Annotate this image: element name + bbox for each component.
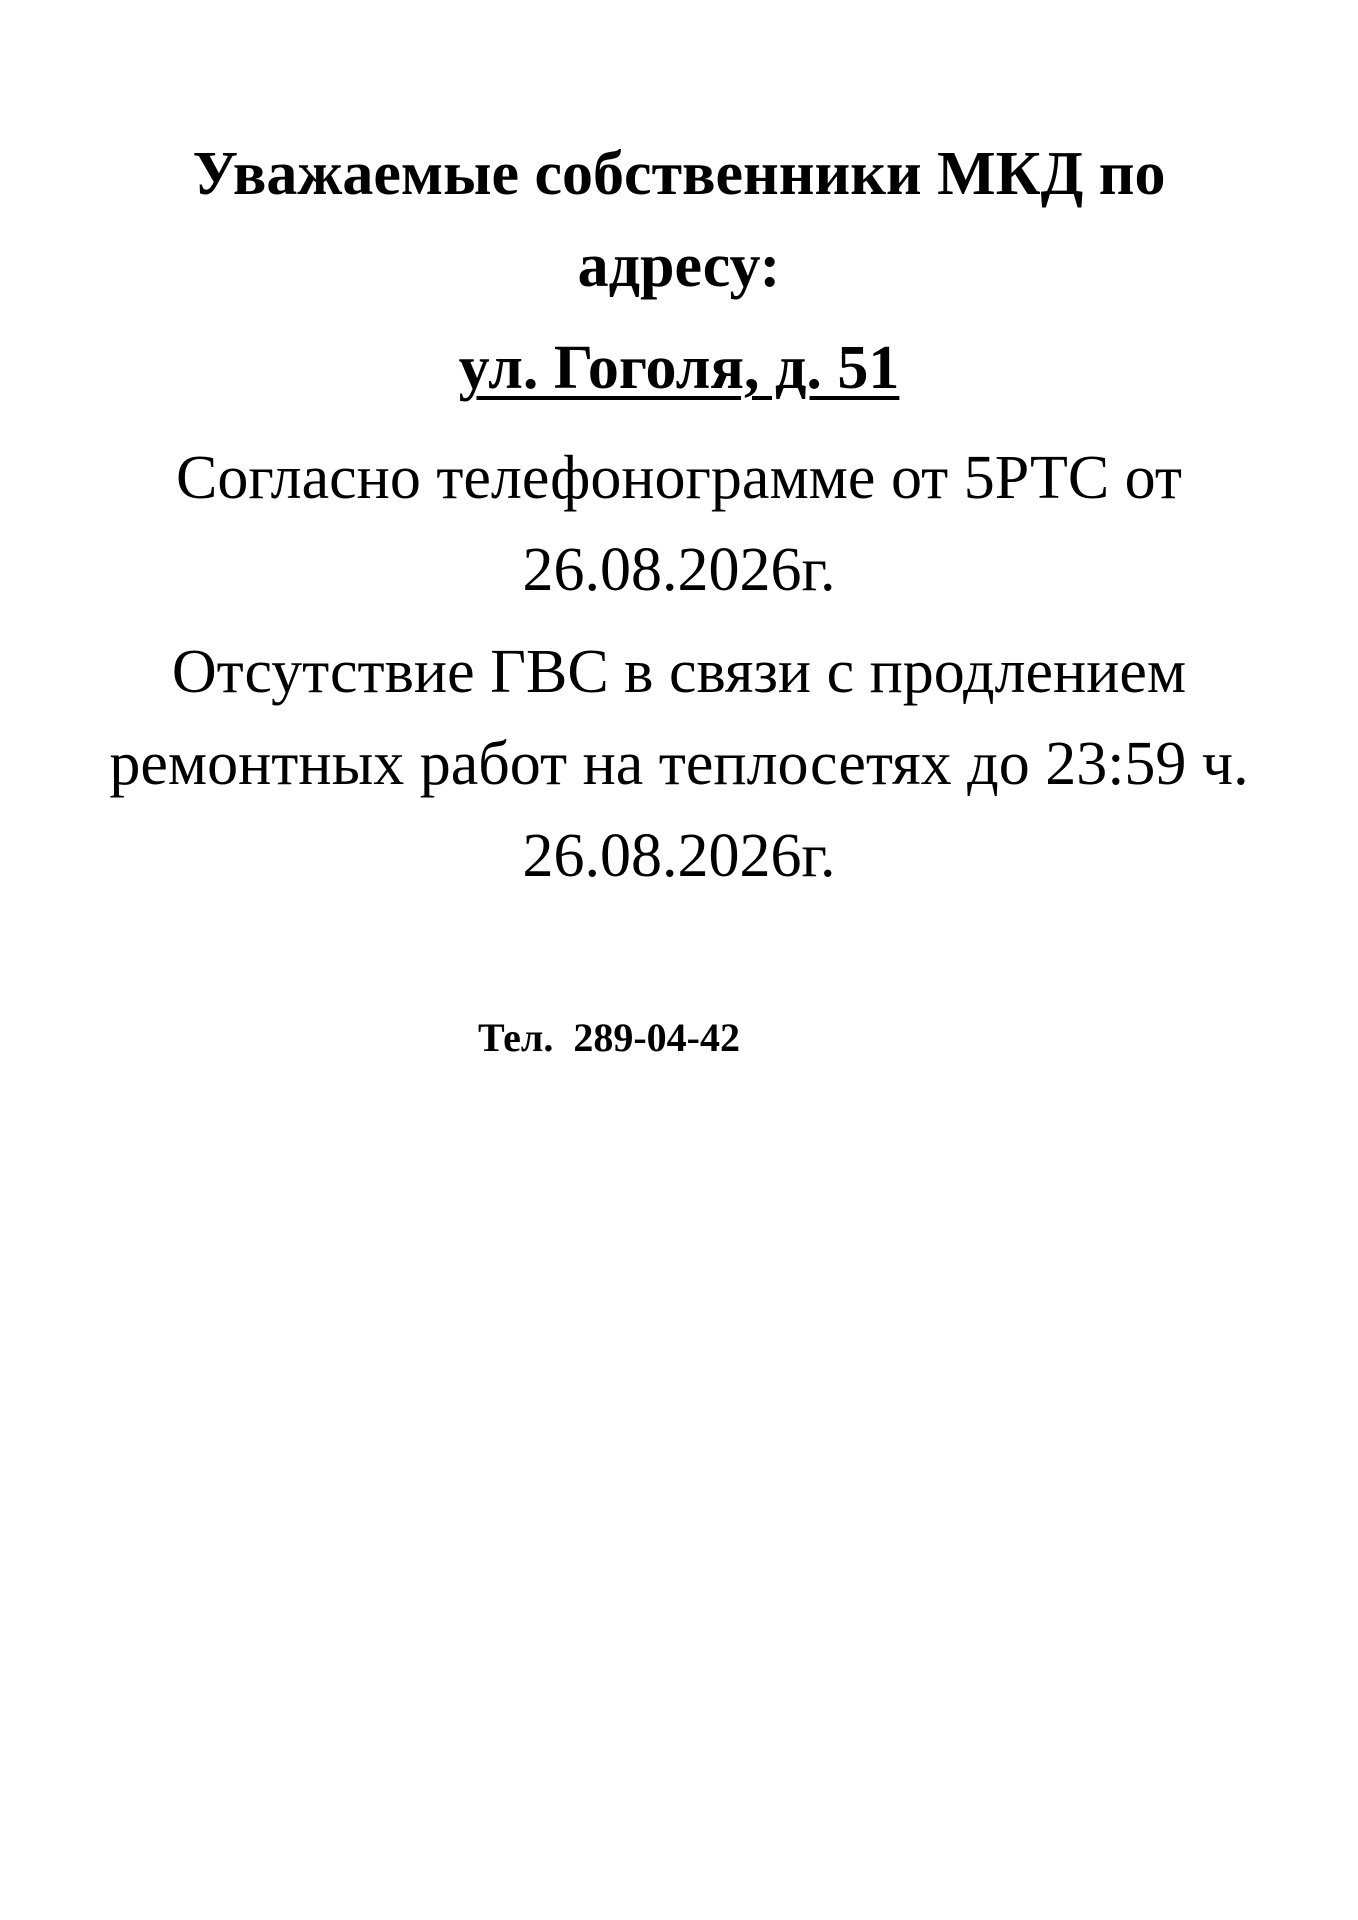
- notice-address: [60, 322, 1298, 414]
- greeting-line-2: адресу:: [577, 232, 781, 300]
- contact-phone: Тел. 289-04-42: [478, 1015, 740, 1060]
- reference-line-2: 26.08.2026г.: [522, 536, 836, 604]
- notice-greeting: [60, 128, 1298, 312]
- message-line-3: 26.08.2026г.: [522, 822, 836, 890]
- notice-reference: [60, 432, 1298, 616]
- greeting-line-1: Уважаемые собственники МКД по: [192, 140, 1166, 208]
- notice-message: [60, 626, 1298, 902]
- message-line-2: ремонтных работ на теплосетях до 23:59 ч.: [109, 730, 1249, 798]
- message-line-1: Отсутствие ГВС в связи с продлением: [171, 638, 1187, 706]
- address-text: ул. Гоголя, д. 51: [458, 334, 900, 402]
- reference-line-1: Согласно телефонограмме от 5РТС от: [176, 444, 1182, 512]
